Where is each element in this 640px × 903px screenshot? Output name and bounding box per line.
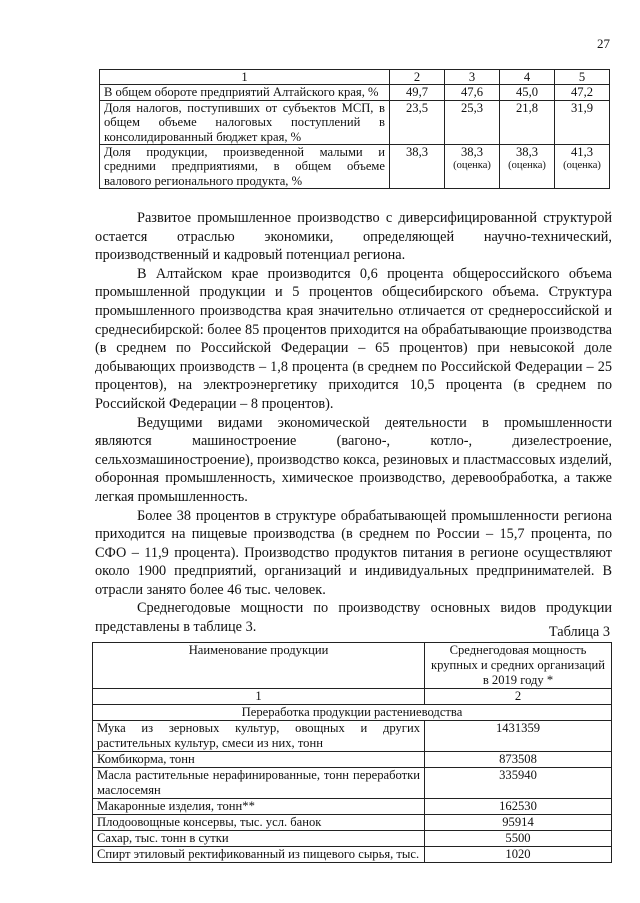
table-row (100, 85, 610, 100)
table-header-row (100, 70, 610, 85)
product-name: Спирт этиловый ректификованный из пищевого сырья, тыс. (93, 847, 425, 863)
row-label: Доля продукции, произведенной малыми и средними предприятиями, в общем объеме валового регионального продукта, % (100, 145, 390, 189)
table-caption: Таблица 3 (548, 624, 610, 640)
table-row (93, 831, 612, 847)
row-label: Доля налогов, поступивших от субъектов МСП, в общем объеме налоговых поступлений в консолидированный бюджет края, % (100, 100, 390, 144)
paragraph: Среднегодовые мощности по производству основных видов продукции представлены в таблице 3. (95, 600, 612, 636)
cell-value: 38,3 (оценка) (500, 145, 555, 189)
capacity-value: 335940 (425, 768, 612, 799)
col-number: 3 (445, 70, 500, 85)
table-row (93, 847, 612, 863)
page-number: 27 (597, 36, 610, 51)
table-header-row (93, 643, 612, 689)
column-number-row (93, 689, 612, 705)
estimate-note: (оценка) (563, 160, 601, 172)
production-capacity-table (92, 642, 612, 863)
capacity-value: 873508 (425, 752, 612, 768)
estimate-note: (оценка) (508, 160, 546, 172)
product-name: Мука из зерновых культур, овощных и других растительных культур, смеси из них, тонн (93, 721, 425, 752)
col-number: 1 (100, 70, 390, 85)
col-number: 5 (555, 70, 610, 85)
row-label: В общем обороте предприятий Алтайского края, % (100, 85, 390, 100)
capacity-value: 5500 (425, 831, 612, 847)
cell-value: 38,3 (оценка) (445, 145, 500, 189)
table-row (100, 145, 610, 189)
msp-indicators-table (99, 69, 610, 189)
table-row (93, 721, 612, 752)
header-value: Среднегодовая мощность крупных и средних организаций в 2019 году * (425, 643, 612, 689)
col-number: 4 (500, 70, 555, 85)
cell-value: 23,5 (390, 100, 445, 144)
product-name: Макаронные изделия, тонн** (93, 799, 425, 815)
estimate-note: (оценка) (453, 160, 491, 172)
table-row (100, 100, 610, 144)
paragraph: Ведущими видами экономической деятельности в промышленности являются машиностроение (вагоно-, котло-, дизелестроение, сельхозмашиностроение), производство кокса, резиновых и пластмассовых изделий, оборонная промышленность, химическое производство, деревообработка, а также легкая промышленность. (95, 414, 612, 505)
col-number: 2 (390, 70, 445, 85)
capacity-value: 95914 (425, 815, 612, 831)
cell-value: 45,0 (500, 85, 555, 100)
capacity-value: 1020 (425, 847, 612, 863)
cell-value: 47,2 (555, 85, 610, 100)
cell-value: 41,3 (оценка) (555, 145, 610, 189)
capacity-value: 1431359 (425, 721, 612, 752)
cell-value: 21,8 (500, 100, 555, 144)
product-name: Комбикорма, тонн (93, 752, 425, 768)
body-text (95, 209, 612, 637)
cell-value: 31,9 (555, 100, 610, 144)
capacity-value: 162530 (425, 799, 612, 815)
cell-value: 47,6 (445, 85, 500, 100)
cell-value: 49,7 (390, 85, 445, 100)
cell-value: 25,3 (445, 100, 500, 144)
col-number: 2 (425, 689, 612, 705)
table-row (93, 815, 612, 831)
paragraph: В Алтайском крае производится 0,6 процента общероссийского объема промышленной продукции и 5 процентов общесибирского объема. Структура промышленного производства края значительно отличается от среднероссийской и среднесибирской: более 85 процентов приходится на обрабатывающие производства (в среднем по Российской Федерации – 65 процентов) при невысокой доле добывающих производств – 1,8 процента (в среднем по Российской Федерации – 25 процентов), на электроэнергетику приходится 10,5 процента (в среднем по Российской Федерации – 8 процентов). (95, 265, 612, 412)
product-name: Масла растительные нерафинированные, тонн переработки маслосемян (93, 768, 425, 799)
paragraph: Развитое промышленное производство с диверсифицированной структурой остается отраслью экономики, определяющей научно-технический, производственный и кадровый потенциал региона. (95, 210, 612, 264)
section-title: Переработка продукции растениеводства (93, 705, 612, 721)
section-row (93, 705, 612, 721)
table-row (93, 799, 612, 815)
cell-value: 38,3 (390, 145, 445, 189)
paragraph: Более 38 процентов в структуре обрабатывающей промышленности региона приходится на пищевые производства (в среднем по России – 15,7 процента, по СФО – 11,9 процента). Производство продуктов питания в регионе осуществляют около 1900 предприятий, организаций и индивидуальных предпринимателей. В отрасли занято более 46 тыс. человек. (95, 507, 612, 598)
table-row (93, 752, 612, 768)
product-name: Плодоовощные консервы, тыс. усл. банок (93, 815, 425, 831)
table-row (93, 768, 612, 799)
product-name: Сахар, тыс. тонн в сутки (93, 831, 425, 847)
col-number: 1 (93, 689, 425, 705)
header-name: Наименование продукции (93, 643, 425, 689)
